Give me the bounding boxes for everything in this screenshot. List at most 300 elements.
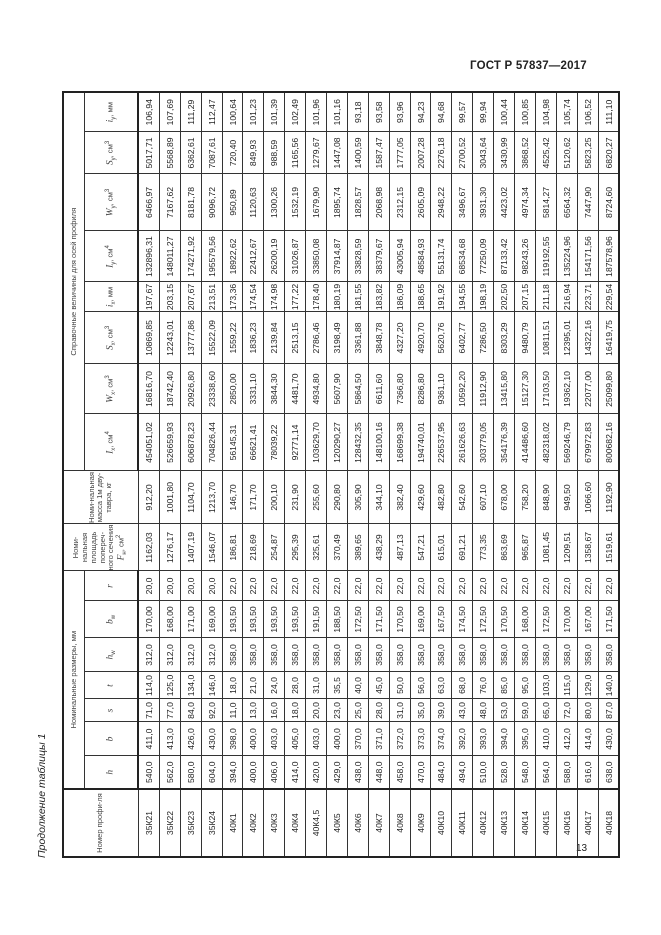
value-cell: 358,0 bbox=[410, 638, 431, 672]
value-cell: 35,5 bbox=[327, 672, 348, 699]
value-cell: 373,0 bbox=[410, 722, 431, 756]
value-cell: 55131,74 bbox=[431, 231, 452, 282]
mass-header: Номи-нальная масса 1м дву-тавра, кг bbox=[63, 471, 138, 524]
value-cell: 128432,35 bbox=[347, 414, 368, 471]
value-cell: 188,50 bbox=[327, 601, 348, 638]
value-cell: 429,0 bbox=[327, 756, 348, 789]
table-row bbox=[535, 92, 556, 857]
value-cell: 15127,30 bbox=[515, 364, 536, 414]
value-cell: 389,65 bbox=[347, 524, 368, 571]
value-cell: 198,19 bbox=[473, 282, 494, 312]
table-row bbox=[222, 92, 243, 857]
value-cell: 1447,08 bbox=[327, 132, 348, 174]
value-cell: 392,0 bbox=[452, 722, 473, 756]
value-cell: 43005,94 bbox=[389, 231, 410, 282]
value-cell: 59,0 bbox=[515, 699, 536, 722]
value-cell: 22,0 bbox=[285, 571, 306, 601]
value-cell: 370,49 bbox=[327, 524, 348, 571]
value-cell: 22,0 bbox=[556, 571, 577, 601]
value-cell: 704826,44 bbox=[201, 414, 222, 471]
value-cell: 358,0 bbox=[222, 638, 243, 672]
value-cell: 5017,71 bbox=[138, 132, 159, 174]
table-row bbox=[264, 92, 285, 857]
value-cell: 168,00 bbox=[159, 601, 180, 638]
table-row bbox=[598, 92, 619, 857]
value-cell: 9361,10 bbox=[431, 364, 452, 414]
value-cell: 20,0 bbox=[306, 699, 327, 722]
value-cell: 7286,50 bbox=[473, 312, 494, 364]
value-cell: 28,0 bbox=[285, 672, 306, 699]
value-cell: 53,0 bbox=[494, 699, 515, 722]
value-cell: 1679,90 bbox=[306, 174, 327, 231]
value-cell: 203,15 bbox=[159, 282, 180, 312]
value-cell: 173,36 bbox=[222, 282, 243, 312]
value-cell: 1559,22 bbox=[222, 312, 243, 364]
value-cell: 66621,41 bbox=[243, 414, 264, 471]
value-cell: 3848,78 bbox=[368, 312, 389, 364]
value-cell: 358,0 bbox=[347, 638, 368, 672]
value-cell: 78039,22 bbox=[264, 414, 285, 471]
value-cell: 510,0 bbox=[473, 756, 494, 789]
value-cell: 37914,87 bbox=[327, 231, 348, 282]
value-cell: 85,0 bbox=[494, 672, 515, 699]
value-cell: 255,60 bbox=[306, 471, 327, 524]
value-cell: 174,50 bbox=[452, 601, 473, 638]
value-cell: 358,0 bbox=[264, 638, 285, 672]
value-cell: 15522,09 bbox=[201, 312, 222, 364]
value-cell: 31,0 bbox=[389, 699, 410, 722]
value-cell: 177,22 bbox=[285, 282, 306, 312]
value-cell: 358,0 bbox=[556, 638, 577, 672]
value-cell: 1279,67 bbox=[306, 132, 327, 174]
value-cell: 398,0 bbox=[222, 722, 243, 756]
value-cell: 167,50 bbox=[431, 601, 452, 638]
value-cell: 28,0 bbox=[368, 699, 389, 722]
page-number: 13 bbox=[576, 843, 588, 854]
value-cell: 6466,97 bbox=[138, 174, 159, 231]
profile-number-cell: 35К22 bbox=[159, 789, 180, 857]
value-cell: 111,29 bbox=[180, 92, 201, 132]
table-row bbox=[138, 92, 159, 857]
value-cell: 5620,76 bbox=[431, 312, 452, 364]
standard-number: ГОСТ Р 57837—2017 bbox=[470, 60, 587, 72]
value-cell: 395,0 bbox=[515, 722, 536, 756]
value-cell: 484,0 bbox=[431, 756, 452, 789]
value-cell: 22,0 bbox=[368, 571, 389, 601]
table-row bbox=[389, 92, 410, 857]
value-cell: 2948,22 bbox=[431, 174, 452, 231]
value-cell: 374,0 bbox=[431, 722, 452, 756]
value-cell: 22,0 bbox=[431, 571, 452, 601]
value-cell: 38379,67 bbox=[368, 231, 389, 282]
value-cell: 20,0 bbox=[201, 571, 222, 601]
value-cell: 187578,96 bbox=[598, 231, 619, 282]
value-cell: 14322,16 bbox=[577, 312, 598, 364]
value-cell: 20926,80 bbox=[180, 364, 201, 414]
value-cell: 2605,09 bbox=[410, 174, 431, 231]
value-cell: 22,0 bbox=[327, 571, 348, 601]
value-cell: 430,0 bbox=[598, 722, 619, 756]
value-cell: 18,0 bbox=[285, 699, 306, 722]
value-cell: 358,0 bbox=[494, 638, 515, 672]
value-cell: 8724,60 bbox=[598, 174, 619, 231]
table-row bbox=[368, 92, 389, 857]
profile-number-cell: 40К17 bbox=[577, 789, 598, 857]
value-cell: 394,0 bbox=[222, 756, 243, 789]
value-cell: 22,0 bbox=[410, 571, 431, 601]
value-cell: 68534,68 bbox=[452, 231, 473, 282]
value-cell: 3043,64 bbox=[473, 132, 494, 174]
value-cell: 21,0 bbox=[243, 672, 264, 699]
value-cell: 758,20 bbox=[515, 471, 536, 524]
value-cell: 174,54 bbox=[243, 282, 264, 312]
value-cell: 5814,27 bbox=[535, 174, 556, 231]
value-cell: 2007,28 bbox=[410, 132, 431, 174]
value-cell: 5607,90 bbox=[327, 364, 348, 414]
value-cell: 22,0 bbox=[598, 571, 619, 601]
value-cell: 98243,26 bbox=[515, 231, 536, 282]
value-cell: 1587,47 bbox=[368, 132, 389, 174]
value-cell: 691,21 bbox=[452, 524, 473, 571]
value-cell: 94,23 bbox=[410, 92, 431, 132]
table-row bbox=[431, 92, 452, 857]
value-cell: 615,01 bbox=[431, 524, 452, 571]
value-cell: 564,0 bbox=[535, 756, 556, 789]
value-cell: 1519,61 bbox=[598, 524, 619, 571]
value-cell: 16419,75 bbox=[598, 312, 619, 364]
value-cell: 169,00 bbox=[410, 601, 431, 638]
value-cell: 295,39 bbox=[285, 524, 306, 571]
value-cell: 148011,27 bbox=[159, 231, 180, 282]
value-cell: 410,0 bbox=[535, 722, 556, 756]
value-cell: 8303,29 bbox=[494, 312, 515, 364]
value-cell: 202,50 bbox=[494, 282, 515, 312]
value-cell: 3868,52 bbox=[515, 132, 536, 174]
value-cell: 92,0 bbox=[201, 699, 222, 722]
value-cell: 146,0 bbox=[201, 672, 222, 699]
value-cell: 1836,23 bbox=[243, 312, 264, 364]
value-cell: 2139,84 bbox=[264, 312, 285, 364]
value-cell: 494,0 bbox=[452, 756, 473, 789]
value-cell: 19362,10 bbox=[556, 364, 577, 414]
value-cell: 400,0 bbox=[327, 722, 348, 756]
value-cell: 1358,67 bbox=[577, 524, 598, 571]
profile-table bbox=[62, 91, 620, 858]
table-wrapper bbox=[62, 93, 614, 858]
value-cell: 1532,19 bbox=[285, 174, 306, 231]
value-cell: 104,98 bbox=[535, 92, 556, 132]
value-cell: 174271,92 bbox=[180, 231, 201, 282]
value-cell: 125,0 bbox=[159, 672, 180, 699]
value-cell: 394,0 bbox=[494, 722, 515, 756]
value-cell: 101,16 bbox=[327, 92, 348, 132]
value-cell: 2513,15 bbox=[285, 312, 306, 364]
value-cell: 616,0 bbox=[577, 756, 598, 789]
profile-number-cell: 40К8 bbox=[389, 789, 410, 857]
value-cell: 912,20 bbox=[138, 471, 159, 524]
nominal-dimensions-header: Номинальные размеры, мм bbox=[63, 571, 85, 789]
table-caption: Продолжение таблицы 1 bbox=[36, 733, 48, 858]
value-cell: 194740,01 bbox=[410, 414, 431, 471]
value-cell: 171,70 bbox=[243, 471, 264, 524]
value-cell: 25,0 bbox=[347, 699, 368, 722]
value-cell: 106,52 bbox=[577, 92, 598, 132]
value-cell: 4423,02 bbox=[494, 174, 515, 231]
table-row bbox=[180, 92, 201, 857]
value-cell: 358,0 bbox=[306, 638, 327, 672]
value-cell: 1209,51 bbox=[556, 524, 577, 571]
value-cell: 22,0 bbox=[243, 571, 264, 601]
column-header-b: b bbox=[85, 722, 139, 756]
value-cell: 43,0 bbox=[452, 699, 473, 722]
value-cell: 191,50 bbox=[306, 601, 327, 638]
value-cell: 10592,20 bbox=[452, 364, 473, 414]
value-cell: 848,90 bbox=[535, 471, 556, 524]
value-cell: 154171,56 bbox=[577, 231, 598, 282]
profile-number-cell: 40К6 bbox=[347, 789, 368, 857]
profile-number-cell: 40К5 bbox=[327, 789, 348, 857]
value-cell: 487,13 bbox=[389, 524, 410, 571]
column-header-Sx: $S_x$, $см^3$ bbox=[85, 312, 139, 364]
value-cell: 305,90 bbox=[347, 471, 368, 524]
value-cell: 1276,17 bbox=[159, 524, 180, 571]
value-cell: 172,50 bbox=[535, 601, 556, 638]
profile-number-cell: 35К23 bbox=[180, 789, 201, 857]
value-cell: 6564,32 bbox=[556, 174, 577, 231]
value-cell: 2276,18 bbox=[431, 132, 452, 174]
value-cell: 606878,23 bbox=[180, 414, 201, 471]
profile-number-cell: 40К4,5 bbox=[306, 789, 327, 857]
value-cell: 448,0 bbox=[368, 756, 389, 789]
value-cell: 1104,70 bbox=[180, 471, 201, 524]
value-cell: 223,71 bbox=[577, 282, 598, 312]
value-cell: 207,15 bbox=[515, 282, 536, 312]
value-cell: 4974,34 bbox=[515, 174, 536, 231]
value-cell: 93,18 bbox=[347, 92, 368, 132]
value-cell: 400,0 bbox=[243, 756, 264, 789]
value-cell: 191,92 bbox=[431, 282, 452, 312]
value-cell: 3844,30 bbox=[264, 364, 285, 414]
value-cell: 5864,50 bbox=[347, 364, 368, 414]
value-cell: 183,82 bbox=[368, 282, 389, 312]
profile-number-cell: 40К15 bbox=[535, 789, 556, 857]
value-cell: 167,00 bbox=[577, 601, 598, 638]
value-cell: 358,0 bbox=[368, 638, 389, 672]
value-cell: 186,09 bbox=[389, 282, 410, 312]
value-cell: 16,0 bbox=[264, 699, 285, 722]
value-cell: 1828,57 bbox=[347, 174, 368, 231]
value-cell: 181,55 bbox=[347, 282, 368, 312]
profile-number-cell: 40К1 bbox=[222, 789, 243, 857]
value-cell: 168,00 bbox=[515, 601, 536, 638]
value-cell: 3931,30 bbox=[473, 174, 494, 231]
value-cell: 325,61 bbox=[306, 524, 327, 571]
value-cell: 112,47 bbox=[201, 92, 222, 132]
column-header-hw: $h_w$ bbox=[85, 638, 139, 672]
value-cell: 186,81 bbox=[222, 524, 243, 571]
value-cell: 148100,16 bbox=[368, 414, 389, 471]
table-row bbox=[243, 92, 264, 857]
value-cell: 8181,78 bbox=[180, 174, 201, 231]
column-header-Wy: $W_y$, $см^3$ bbox=[85, 174, 139, 231]
value-cell: 22,0 bbox=[389, 571, 410, 601]
value-cell: 134,0 bbox=[180, 672, 201, 699]
value-cell: 547,21 bbox=[410, 524, 431, 571]
value-cell: 482318,02 bbox=[535, 414, 556, 471]
value-cell: 678,00 bbox=[494, 471, 515, 524]
value-cell: 170,00 bbox=[138, 601, 159, 638]
value-cell: 107,69 bbox=[159, 92, 180, 132]
profile-number-cell: 40К16 bbox=[556, 789, 577, 857]
table-row bbox=[285, 92, 306, 857]
value-cell: 548,0 bbox=[515, 756, 536, 789]
value-cell: 949,50 bbox=[556, 471, 577, 524]
value-cell: 193,50 bbox=[243, 601, 264, 638]
profile-number-cell: 40К11 bbox=[452, 789, 473, 857]
value-cell: 382,40 bbox=[389, 471, 410, 524]
value-cell: 1081,45 bbox=[535, 524, 556, 571]
value-cell: 171,50 bbox=[598, 601, 619, 638]
profile-number-cell: 40К4 bbox=[285, 789, 306, 857]
value-cell: 13415,80 bbox=[494, 364, 515, 414]
table-row bbox=[306, 92, 327, 857]
column-header-s: s bbox=[85, 699, 139, 722]
value-cell: 22,0 bbox=[222, 571, 243, 601]
value-cell: 50,0 bbox=[389, 672, 410, 699]
value-cell: 33850,08 bbox=[306, 231, 327, 282]
value-cell: 429,60 bbox=[410, 471, 431, 524]
value-cell: 92771,14 bbox=[285, 414, 306, 471]
value-cell: 414,0 bbox=[577, 722, 598, 756]
column-header-r: r bbox=[85, 571, 139, 601]
value-cell: 773,35 bbox=[473, 524, 494, 571]
value-cell: 420,0 bbox=[306, 756, 327, 789]
value-cell: 13777,86 bbox=[180, 312, 201, 364]
value-cell: 679972,83 bbox=[577, 414, 598, 471]
value-cell: 1192,90 bbox=[598, 471, 619, 524]
value-cell: 638,0 bbox=[598, 756, 619, 789]
value-cell: 607,10 bbox=[473, 471, 494, 524]
value-cell: 7447,90 bbox=[577, 174, 598, 231]
value-cell: 17103,50 bbox=[535, 364, 556, 414]
value-cell: 9096,72 bbox=[201, 174, 222, 231]
value-cell: 168699,38 bbox=[389, 414, 410, 471]
value-cell: 1213,70 bbox=[201, 471, 222, 524]
value-cell: 2312,15 bbox=[389, 174, 410, 231]
value-cell: 68,0 bbox=[452, 672, 473, 699]
value-cell: 103,0 bbox=[535, 672, 556, 699]
value-cell: 229,54 bbox=[598, 282, 619, 312]
value-cell: 76,0 bbox=[473, 672, 494, 699]
value-cell: 178,40 bbox=[306, 282, 327, 312]
value-cell: 22412,67 bbox=[243, 231, 264, 282]
value-cell: 216,94 bbox=[556, 282, 577, 312]
value-cell: 371,0 bbox=[368, 722, 389, 756]
value-cell: 393,0 bbox=[473, 722, 494, 756]
value-cell: 26200,19 bbox=[264, 231, 285, 282]
value-cell: 197,67 bbox=[138, 282, 159, 312]
value-cell: 22,0 bbox=[494, 571, 515, 601]
value-cell: 22077,00 bbox=[577, 364, 598, 414]
value-cell: 303779,05 bbox=[473, 414, 494, 471]
value-cell: 5823,25 bbox=[577, 132, 598, 174]
value-cell: 849,93 bbox=[243, 132, 264, 174]
value-cell: 254,87 bbox=[264, 524, 285, 571]
value-cell: 171,00 bbox=[180, 601, 201, 638]
value-cell: 115,0 bbox=[556, 672, 577, 699]
value-cell: 412,0 bbox=[556, 722, 577, 756]
value-cell: 195579,56 bbox=[201, 231, 222, 282]
value-cell: 411,0 bbox=[138, 722, 159, 756]
value-cell: 863,69 bbox=[494, 524, 515, 571]
value-cell: 71,0 bbox=[138, 699, 159, 722]
value-cell: 193,50 bbox=[222, 601, 243, 638]
value-cell: 140,0 bbox=[598, 672, 619, 699]
value-cell: 438,29 bbox=[368, 524, 389, 571]
value-cell: 344,10 bbox=[368, 471, 389, 524]
value-cell: 454051,02 bbox=[138, 414, 159, 471]
value-cell: 23,0 bbox=[327, 699, 348, 722]
value-cell: 22,0 bbox=[306, 571, 327, 601]
value-cell: 4934,80 bbox=[306, 364, 327, 414]
value-cell: 358,0 bbox=[515, 638, 536, 672]
table-row bbox=[452, 92, 473, 857]
value-cell: 77250,09 bbox=[473, 231, 494, 282]
value-cell: 526659,93 bbox=[159, 414, 180, 471]
value-cell: 24,0 bbox=[264, 672, 285, 699]
value-cell: 22,0 bbox=[515, 571, 536, 601]
value-cell: 358,0 bbox=[327, 638, 348, 672]
value-cell: 22,0 bbox=[473, 571, 494, 601]
value-cell: 458,0 bbox=[389, 756, 410, 789]
value-cell: 6611,60 bbox=[368, 364, 389, 414]
value-cell: 172,50 bbox=[347, 601, 368, 638]
value-cell: 180,19 bbox=[327, 282, 348, 312]
value-cell: 100,85 bbox=[515, 92, 536, 132]
value-cell: 358,0 bbox=[598, 638, 619, 672]
value-cell: 354176,39 bbox=[494, 414, 515, 471]
value-cell: 540,0 bbox=[138, 756, 159, 789]
value-cell: 172,50 bbox=[473, 601, 494, 638]
value-cell: 231,90 bbox=[285, 471, 306, 524]
value-cell: 403,0 bbox=[306, 722, 327, 756]
value-cell: 6362,61 bbox=[180, 132, 201, 174]
column-header-bw: $b_w$ bbox=[85, 601, 139, 638]
value-cell: 101,96 bbox=[306, 92, 327, 132]
value-cell: 87,0 bbox=[598, 699, 619, 722]
value-cell: 312,0 bbox=[138, 638, 159, 672]
area-header: Номи-нальная площадь попереч-ного сечения $F_н$, $см^2$ bbox=[63, 524, 138, 571]
value-cell: 218,69 bbox=[243, 524, 264, 571]
table-row bbox=[327, 92, 348, 857]
value-cell: 170,50 bbox=[494, 601, 515, 638]
value-cell: 22,0 bbox=[452, 571, 473, 601]
value-cell: 100,44 bbox=[494, 92, 515, 132]
value-cell: 193,50 bbox=[285, 601, 306, 638]
value-cell: 528,0 bbox=[494, 756, 515, 789]
value-cell: 25099,80 bbox=[598, 364, 619, 414]
value-cell: 11912,90 bbox=[473, 364, 494, 414]
profile-number-cell: 40К2 bbox=[243, 789, 264, 857]
value-cell: 312,0 bbox=[159, 638, 180, 672]
value-cell: 4481,70 bbox=[285, 364, 306, 414]
value-cell: 403,0 bbox=[264, 722, 285, 756]
table-row bbox=[410, 92, 431, 857]
value-cell: 4327,20 bbox=[389, 312, 410, 364]
value-cell: 430,0 bbox=[201, 722, 222, 756]
value-cell: 7087,61 bbox=[201, 132, 222, 174]
value-cell: 358,0 bbox=[473, 638, 494, 672]
